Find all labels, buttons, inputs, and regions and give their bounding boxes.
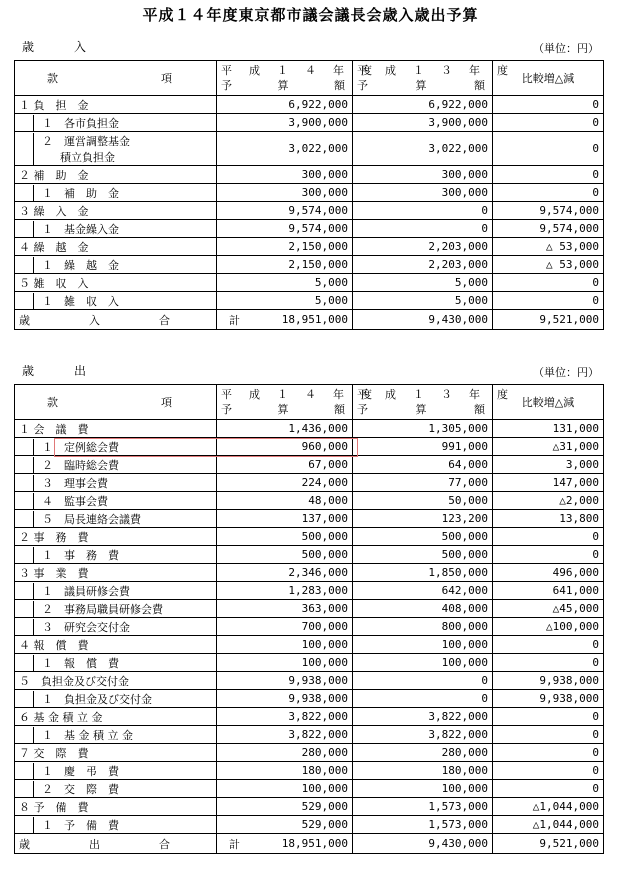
- table-row: [15, 510, 604, 528]
- table-row: [15, 292, 604, 310]
- row-diff: 0: [493, 96, 604, 114]
- row-diff: △45,000: [493, 600, 604, 618]
- row-diff: 0: [493, 780, 604, 798]
- row-label-cell: [15, 492, 217, 510]
- row-label: １ 繰 越 金: [42, 258, 119, 272]
- table-row: [15, 274, 604, 292]
- header-kan-ko: [15, 61, 217, 96]
- header-kan: 款: [47, 72, 58, 85]
- revenue-unit: （単位：円）: [533, 42, 599, 55]
- row-diff: △2,000: [493, 492, 604, 510]
- table-row: [15, 636, 604, 654]
- row-fy14: 100,000: [217, 654, 353, 672]
- row-fy14: 3,022,000: [217, 132, 353, 166]
- header-fy14: [217, 385, 375, 420]
- row-fy14: 280,000: [217, 744, 353, 762]
- header-fy13-char: 算: [415, 403, 430, 416]
- table-row: [15, 420, 604, 438]
- row-fy14: 224,000: [217, 474, 353, 492]
- row-fy13: 5,000: [353, 292, 493, 310]
- row-label-cell: [15, 114, 217, 132]
- row-fy13: 1,573,000: [353, 798, 493, 816]
- row-label-cell: [15, 726, 217, 744]
- row-fy14: 363,000: [217, 600, 353, 618]
- row-fy14: 48,000: [217, 492, 353, 510]
- row-label: １ 基 金 積 立 金: [42, 728, 133, 742]
- row-label-cell: [15, 132, 217, 166]
- total-fy14: 18,951,000: [217, 310, 353, 330]
- row-label: １ 慶 弔 費: [42, 764, 119, 778]
- row-label-cell: [15, 96, 217, 114]
- table-row: [15, 582, 604, 600]
- header-fy14-char: 算: [277, 79, 292, 92]
- row-diff: 131,000: [493, 420, 604, 438]
- row-label: １ 事 務 費: [42, 548, 119, 562]
- row-label: ４ 報 償 費: [19, 638, 89, 652]
- row-fy13: 180,000: [353, 762, 493, 780]
- row-fy14: 2,150,000: [217, 256, 353, 274]
- row-label-cell: [15, 798, 217, 816]
- row-label: １ 補 助 金: [42, 186, 119, 200]
- header-fy14-char: 額: [334, 403, 348, 416]
- row-label: ３ 研究会交付金: [42, 620, 130, 634]
- row-label: ６ 基 金 積 立 金: [19, 710, 103, 724]
- header-fy14-char: 予: [221, 79, 235, 92]
- header-diff: 比較増△減: [493, 61, 604, 96]
- row-label-cell: [15, 256, 217, 274]
- row-diff: △1,044,000: [493, 816, 604, 834]
- row-diff: 9,574,000: [493, 220, 604, 238]
- row-label-cell: [15, 184, 217, 202]
- table-row: [15, 654, 604, 672]
- row-fy13: 991,000: [353, 438, 493, 456]
- row-diff: 13,800: [493, 510, 604, 528]
- row-label: ２ 事務局職員研修会費: [42, 602, 163, 616]
- row-label-cell: [15, 780, 217, 798]
- row-fy14: 700,000: [217, 618, 353, 636]
- row-label: １ 雑 収 入: [42, 294, 119, 308]
- row-fy13: 5,000: [353, 274, 493, 292]
- header-fy13-char: 額: [474, 403, 488, 416]
- table-row: [15, 600, 604, 618]
- row-label-cell: [15, 456, 217, 474]
- header-fy13-char: 額: [474, 79, 488, 92]
- row-label-cell: [15, 654, 217, 672]
- table-row: [15, 744, 604, 762]
- header-fy14-year: 平 成 １ ４ 年 度: [221, 388, 375, 401]
- row-fy13: 3,900,000: [353, 114, 493, 132]
- row-diff: 9,938,000: [493, 672, 604, 690]
- row-fy13: 77,000: [353, 474, 493, 492]
- header-fy14-char: 予: [221, 403, 235, 416]
- row-fy13: 642,000: [353, 582, 493, 600]
- row-diff: 641,000: [493, 582, 604, 600]
- row-fy13: 100,000: [353, 654, 493, 672]
- row-fy14: 1,283,000: [217, 582, 353, 600]
- total-diff: 9,521,000: [493, 310, 604, 330]
- row-label: ３ 事 業 費: [19, 566, 89, 580]
- header-fy13-char: 算: [415, 79, 430, 92]
- row-label-cell: [15, 564, 217, 582]
- row-label: １ 各市負担金: [42, 116, 119, 130]
- row-label-cell: [15, 618, 217, 636]
- document-title: 平成１４年度東京都市議会議長会歳入歳出予算: [142, 6, 479, 24]
- total-label: 歳 入 合 計: [15, 310, 217, 330]
- row-fy14: 529,000: [217, 816, 353, 834]
- row-fy13: 3,022,000: [353, 132, 493, 166]
- row-label-cell: [15, 202, 217, 220]
- table-row: [15, 184, 604, 202]
- row-diff: △ 53,000: [493, 256, 604, 274]
- row-diff: △100,000: [493, 618, 604, 636]
- table-row: [15, 528, 604, 546]
- row-fy13: 100,000: [353, 636, 493, 654]
- row-label-cell: [15, 636, 217, 654]
- row-fy14: 67,000: [217, 456, 353, 474]
- row-label: １ 議員研修会費: [42, 584, 130, 598]
- row-diff: 0: [493, 132, 604, 166]
- row-diff: 9,938,000: [493, 690, 604, 708]
- row-fy14: 2,150,000: [217, 238, 353, 256]
- total-fy13: 9,430,000: [353, 834, 493, 854]
- table-row: [15, 474, 604, 492]
- row-fy14: 9,574,000: [217, 220, 353, 238]
- row-diff: 3,000: [493, 456, 604, 474]
- row-fy14: 3,822,000: [217, 726, 353, 744]
- row-fy14: 3,822,000: [217, 708, 353, 726]
- row-fy14: 5,000: [217, 292, 353, 310]
- row-label-cell: [15, 672, 217, 690]
- header-ko: 項: [161, 72, 172, 85]
- row-label-cell: [15, 292, 217, 310]
- row-label: ５ 局長連絡会議費: [42, 512, 141, 526]
- row-label-cell: [15, 420, 217, 438]
- row-fy13: 1,850,000: [353, 564, 493, 582]
- table-row: [15, 438, 604, 456]
- expenditure-heading: 歳 出: [22, 364, 101, 378]
- row-fy13: 1,573,000: [353, 816, 493, 834]
- table-row: [15, 132, 604, 166]
- row-label-cell: [15, 438, 217, 456]
- table-row: [15, 546, 604, 564]
- row-fy13: 3,822,000: [353, 708, 493, 726]
- total-fy13: 9,430,000: [353, 310, 493, 330]
- row-label: ４ 監事会費: [42, 494, 108, 508]
- row-fy13: 0: [353, 220, 493, 238]
- row-fy14: 137,000: [217, 510, 353, 528]
- row-fy14: 3,900,000: [217, 114, 353, 132]
- header-fy13: [353, 61, 511, 96]
- row-label-cell: [15, 762, 217, 780]
- header-fy13-char: 予: [357, 79, 371, 92]
- row-diff: 0: [493, 762, 604, 780]
- table-row: [15, 564, 604, 582]
- row-label: １ 定例総会費: [42, 440, 119, 454]
- row-label-cell: [15, 274, 217, 292]
- row-fy14: 100,000: [217, 780, 353, 798]
- row-label: ８ 予 備 費: [19, 800, 89, 814]
- row-fy14: 300,000: [217, 166, 353, 184]
- row-fy13: 64,000: [353, 456, 493, 474]
- row-diff: 0: [493, 114, 604, 132]
- row-diff: 0: [493, 708, 604, 726]
- row-fy14: 5,000: [217, 274, 353, 292]
- header-row: [15, 385, 604, 420]
- row-diff: △31,000: [493, 438, 604, 456]
- row-fy14: 500,000: [217, 528, 353, 546]
- table-row: [15, 456, 604, 474]
- row-fy14: 9,938,000: [217, 672, 353, 690]
- total-diff: 9,521,000: [493, 834, 604, 854]
- header-fy13-year: 平 成 １ ３ 年 度: [357, 64, 511, 77]
- row-fy14: 1,436,000: [217, 420, 353, 438]
- row-label-cell: [15, 474, 217, 492]
- row-fy13: 2,203,000: [353, 256, 493, 274]
- header-fy13: [353, 385, 511, 420]
- table-row: [15, 762, 604, 780]
- revenue-table: [14, 60, 604, 330]
- row-fy13: 300,000: [353, 166, 493, 184]
- row-label: １ 負 担 金: [19, 98, 89, 112]
- row-diff: 0: [493, 744, 604, 762]
- row-label: ２ 運営調整基金: [42, 134, 130, 148]
- row-label: １ 予 備 費: [42, 818, 119, 832]
- row-label-line2: 積立負担金: [60, 150, 115, 164]
- row-fy13: 100,000: [353, 780, 493, 798]
- table-row: [15, 672, 604, 690]
- total-fy14: 18,951,000: [217, 834, 353, 854]
- row-diff: 0: [493, 166, 604, 184]
- row-fy14: 100,000: [217, 636, 353, 654]
- row-label-cell: [15, 690, 217, 708]
- header-kan-ko: [15, 385, 217, 420]
- revenue-heading: 歳 入: [22, 40, 101, 54]
- table-row: [15, 726, 604, 744]
- row-label: ３ 繰 入 金: [19, 204, 89, 218]
- row-label-cell: [15, 582, 217, 600]
- row-fy13: 0: [353, 672, 493, 690]
- row-fy13: 6,922,000: [353, 96, 493, 114]
- row-fy14: 500,000: [217, 546, 353, 564]
- row-fy14: 2,346,000: [217, 564, 353, 582]
- table-row: [15, 618, 604, 636]
- row-diff: 0: [493, 546, 604, 564]
- table-row: [15, 256, 604, 274]
- row-diff: 496,000: [493, 564, 604, 582]
- row-fy13: 123,200: [353, 510, 493, 528]
- row-label-cell: [15, 166, 217, 184]
- row-label-cell: [15, 220, 217, 238]
- row-label-cell: [15, 600, 217, 618]
- row-fy13: 300,000: [353, 184, 493, 202]
- header-fy14-char: 算: [277, 403, 292, 416]
- row-label-cell: [15, 708, 217, 726]
- row-fy13: 0: [353, 690, 493, 708]
- row-fy13: 0: [353, 202, 493, 220]
- row-fy14: 9,938,000: [217, 690, 353, 708]
- row-fy13: 2,203,000: [353, 238, 493, 256]
- row-label: １ 負担金及び交付金: [42, 692, 152, 706]
- row-label: １ 会 議 費: [19, 422, 89, 436]
- header-row: [15, 61, 604, 96]
- header-diff: 比較増△減: [493, 385, 604, 420]
- row-diff: △ 53,000: [493, 238, 604, 256]
- row-fy13: 800,000: [353, 618, 493, 636]
- row-diff: 147,000: [493, 474, 604, 492]
- table-row: [15, 166, 604, 184]
- header-fy14-char: 額: [334, 79, 348, 92]
- table-row: [15, 780, 604, 798]
- header-fy13-char: 予: [357, 403, 371, 416]
- row-fy14: 6,922,000: [217, 96, 353, 114]
- header-fy13-year: 平 成 １ ３ 年 度: [357, 388, 511, 401]
- row-diff: 0: [493, 274, 604, 292]
- row-fy14: 960,000: [217, 438, 353, 456]
- row-label: ３ 理事会費: [42, 476, 108, 490]
- row-label: ２ 臨時総会費: [42, 458, 119, 472]
- row-label-cell: [15, 510, 217, 528]
- table-row: [15, 238, 604, 256]
- row-label-cell: [15, 546, 217, 564]
- row-fy13: 500,000: [353, 546, 493, 564]
- row-diff: 0: [493, 636, 604, 654]
- row-fy13: 1,305,000: [353, 420, 493, 438]
- total-label: 歳 出 合 計: [15, 834, 217, 854]
- table-row: [15, 492, 604, 510]
- row-label: ４ 繰 越 金: [19, 240, 89, 254]
- row-label-cell: [15, 816, 217, 834]
- table-row: [15, 202, 604, 220]
- row-diff: 0: [493, 292, 604, 310]
- row-fy13: 3,822,000: [353, 726, 493, 744]
- header-fy14: [217, 61, 375, 96]
- row-fy14: 529,000: [217, 798, 353, 816]
- table-row: [15, 816, 604, 834]
- row-fy14: 300,000: [217, 184, 353, 202]
- row-label: ５ 雑 収 入: [19, 276, 89, 290]
- row-diff: △1,044,000: [493, 798, 604, 816]
- row-label-cell: [15, 744, 217, 762]
- row-label: １ 基金繰入金: [42, 222, 119, 236]
- table-row: [15, 114, 604, 132]
- row-fy13: 408,000: [353, 600, 493, 618]
- total-row: [15, 834, 604, 854]
- row-label: ２ 事 務 費: [19, 530, 89, 544]
- total-row: [15, 310, 604, 330]
- table-row: [15, 96, 604, 114]
- row-fy13: 50,000: [353, 492, 493, 510]
- row-diff: 0: [493, 528, 604, 546]
- row-fy14: 9,574,000: [217, 202, 353, 220]
- header-fy14-year: 平 成 １ ４ 年 度: [221, 64, 375, 77]
- row-diff: 0: [493, 654, 604, 672]
- row-diff: 0: [493, 726, 604, 744]
- row-label: ２ 交 際 費: [42, 782, 119, 796]
- table-row: [15, 690, 604, 708]
- row-label: ５ 負担金及び交付金: [19, 674, 129, 688]
- row-label: １ 報 償 費: [42, 656, 119, 670]
- expenditure-unit: （単位：円）: [533, 366, 599, 379]
- table-row: [15, 708, 604, 726]
- row-fy14: 180,000: [217, 762, 353, 780]
- row-fy13: 280,000: [353, 744, 493, 762]
- row-label: ７ 交 際 費: [19, 746, 89, 760]
- header-ko: 項: [161, 396, 172, 409]
- header-kan: 款: [47, 396, 58, 409]
- table-row: [15, 220, 604, 238]
- expenditure-table: [14, 384, 604, 854]
- row-label-cell: [15, 238, 217, 256]
- row-diff: 9,574,000: [493, 202, 604, 220]
- table-row: [15, 798, 604, 816]
- row-label: ２ 補 助 金: [19, 168, 89, 182]
- row-fy13: 500,000: [353, 528, 493, 546]
- row-diff: 0: [493, 184, 604, 202]
- row-label-cell: [15, 528, 217, 546]
